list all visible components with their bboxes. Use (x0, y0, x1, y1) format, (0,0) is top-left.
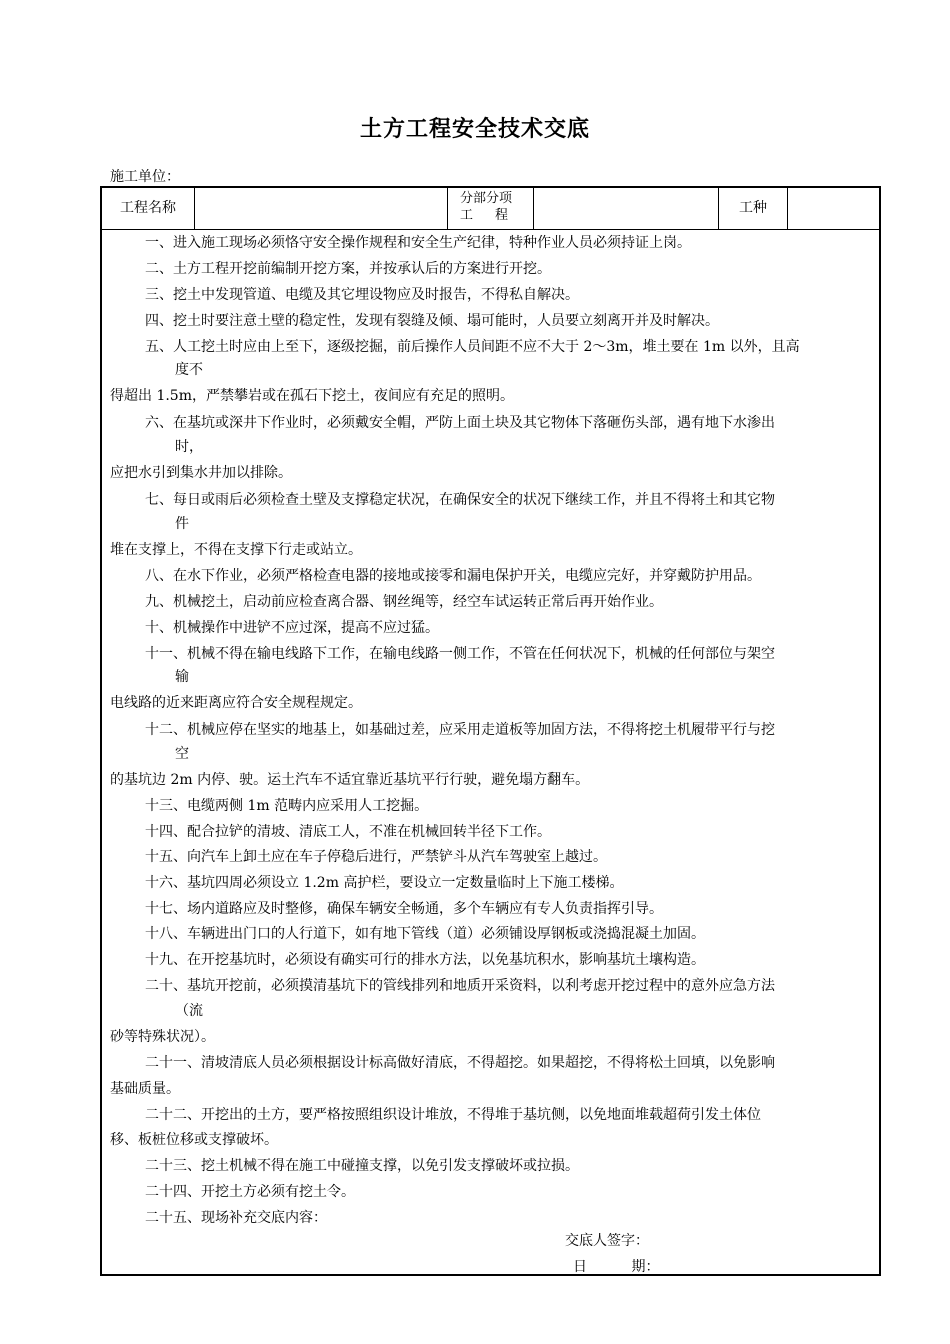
list-item: 七、每日或雨后必须检查土壁及支撑稳定状况，在确保安全的状况下继续工作，并且不得将土和其它物 (145, 492, 775, 508)
list-item: 八、在水下作业，必须严格检查电器的接地或接零和漏电保护开关，电缆应完好，并穿戴防护用品。 (145, 568, 761, 584)
trade-label: 工种 (718, 188, 787, 229)
list-item: 十九、在开挖基坑时，必须设有确实可行的排水方法，以免基坑积水，影响基坑土壤构造。 (145, 952, 705, 968)
list-item: 二十三、挖土机械不得在施工中碰撞支撑，以免引发支撑破坏或拉损。 (145, 1158, 579, 1174)
disclosure-table (100, 186, 881, 1276)
list-item-continuation: 电线路的近来距离应符合安全规程规定。 (110, 695, 362, 711)
trade-field[interactable] (787, 188, 881, 229)
sub-project-label-line1: 分部分项 (460, 191, 513, 206)
sub-project-label (447, 188, 533, 229)
project-name-field[interactable] (194, 188, 447, 229)
list-item: 二十、基坑开挖前，必须摸清基坑下的管线排列和地质开采资料，以利考虑开挖过程中的意外应急方法 (145, 978, 775, 994)
list-item: 九、机械挖土，启动前应检查离合器、钢丝绳等，经空车试运转正常后再开始作业。 (145, 594, 663, 610)
list-item-continuation: 堆在支撑上，不得在支撑下行走或站立。 (110, 542, 362, 558)
list-item-wrap: 输 (175, 669, 189, 685)
list-item-continuation: 得超出 1.5m，严禁攀岩或在孤石下挖土，夜间应有充足的照明。 (110, 388, 514, 404)
construction-unit-label: 施工单位： (110, 169, 180, 185)
page-title: 土方工程安全技术交底 (359, 117, 590, 142)
list-item-wrap: （流 (175, 1003, 203, 1019)
list-item: 十、机械操作中进铲不应过深，提高不应过猛。 (145, 620, 439, 636)
list-item: 十四、配合拉铲的清坡、清底工人，不准在机械回转半径下工作。 (145, 824, 551, 840)
list-item-wrap: 件 (175, 516, 189, 532)
list-item-wrap: 空 (175, 746, 189, 762)
sub-project-field[interactable] (533, 188, 718, 229)
signer-label: 交底人签字： (565, 1233, 649, 1249)
sub-project-label-line2: 工程 (460, 208, 531, 223)
list-item-continuation: 应把水引到集水井加以排除。 (110, 465, 292, 481)
list-item: 十五、向汽车上卸土应在车子停稳后进行，严禁铲斗从汽车驾驶室上越过。 (145, 849, 607, 865)
list-item: 二十五、现场补充交底内容： (145, 1210, 327, 1226)
list-item-continuation: 的基坑边 2m 内停、驶。运土汽车不适宜靠近基坑平行行驶，避免塌方翻车。 (110, 772, 590, 788)
list-item: 十三、电缆两侧 1m 范畴内应采用人工挖掘。 (145, 798, 429, 814)
list-item-continuation: 移、板桩位移或支撑破坏。 (110, 1132, 278, 1148)
list-item: 五、人工挖土时应由上至下，逐级挖掘，前后操作人员间距不应不大于 2～3m，堆土要在 1m 以外，且高 (145, 339, 800, 355)
list-item: 四、挖土时要注意土壁的稳定性，发现有裂缝及倾、塌可能时，人员要立刻离开并及时解决。 (145, 313, 719, 329)
list-item: 十八、车辆进出门口的人行道下，如有地下管线（道）必须铺设厚钢板或浇捣混凝土加固。 (145, 926, 705, 942)
list-item: 十六、基坑四周必须设立 1.2m 高护栏，要设立一定数量临时上下施工楼梯。 (145, 875, 624, 891)
list-item-wrap: 时， (175, 439, 203, 455)
header-row (102, 188, 879, 230)
list-item: 二、土方工程开挖前编制开挖方案，并按承认后的方案进行开挖。 (145, 261, 551, 277)
list-item: 十一、机械不得在输电线路下工作，在输电线路一侧工作，不管在任何状况下，机械的任何部位与架空 (145, 646, 775, 662)
list-item: 二十四、开挖土方必须有挖土令。 (145, 1184, 355, 1200)
list-item: 二十一、清坡清底人员必须根据设计标高做好清底，不得超挖。如果超挖，不得将松土回填，以免影响 (145, 1055, 775, 1071)
date-label: 日 期： (573, 1259, 660, 1275)
list-item-continuation: 砂等特殊状况）。 (110, 1029, 215, 1045)
list-item: 六、在基坑或深井下作业时，必须戴安全帽，严防上面土块及其它物体下落砸伤头部，遇有地下水渗出 (145, 415, 775, 431)
list-item: 二十二、开挖出的土方，要严格按照组织设计堆放，不得堆于基坑侧，以免地面堆载超荷引发土体位 (145, 1107, 761, 1123)
list-item-continuation: 基础质量。 (110, 1081, 180, 1097)
list-item-wrap: 度不 (175, 362, 203, 378)
project-name-label: 工程名称 (120, 200, 176, 216)
list-item: 十二、机械应停在坚实的地基上，如基础过差，应采用走道板等加固方法，不得将挖土机履带平行与挖 (145, 722, 775, 738)
list-item: 十七、场内道路应及时整修，确保车辆安全畅通，多个车辆应有专人负责指挥引导。 (145, 901, 663, 917)
list-item: 三、挖土中发现管道、电缆及其它埋设物应及时报告，不得私自解决。 (145, 287, 579, 303)
list-item: 一、进入施工现场必须恪守安全操作规程和安全生产纪律，特种作业人员必须持证上岗。 (145, 235, 691, 251)
